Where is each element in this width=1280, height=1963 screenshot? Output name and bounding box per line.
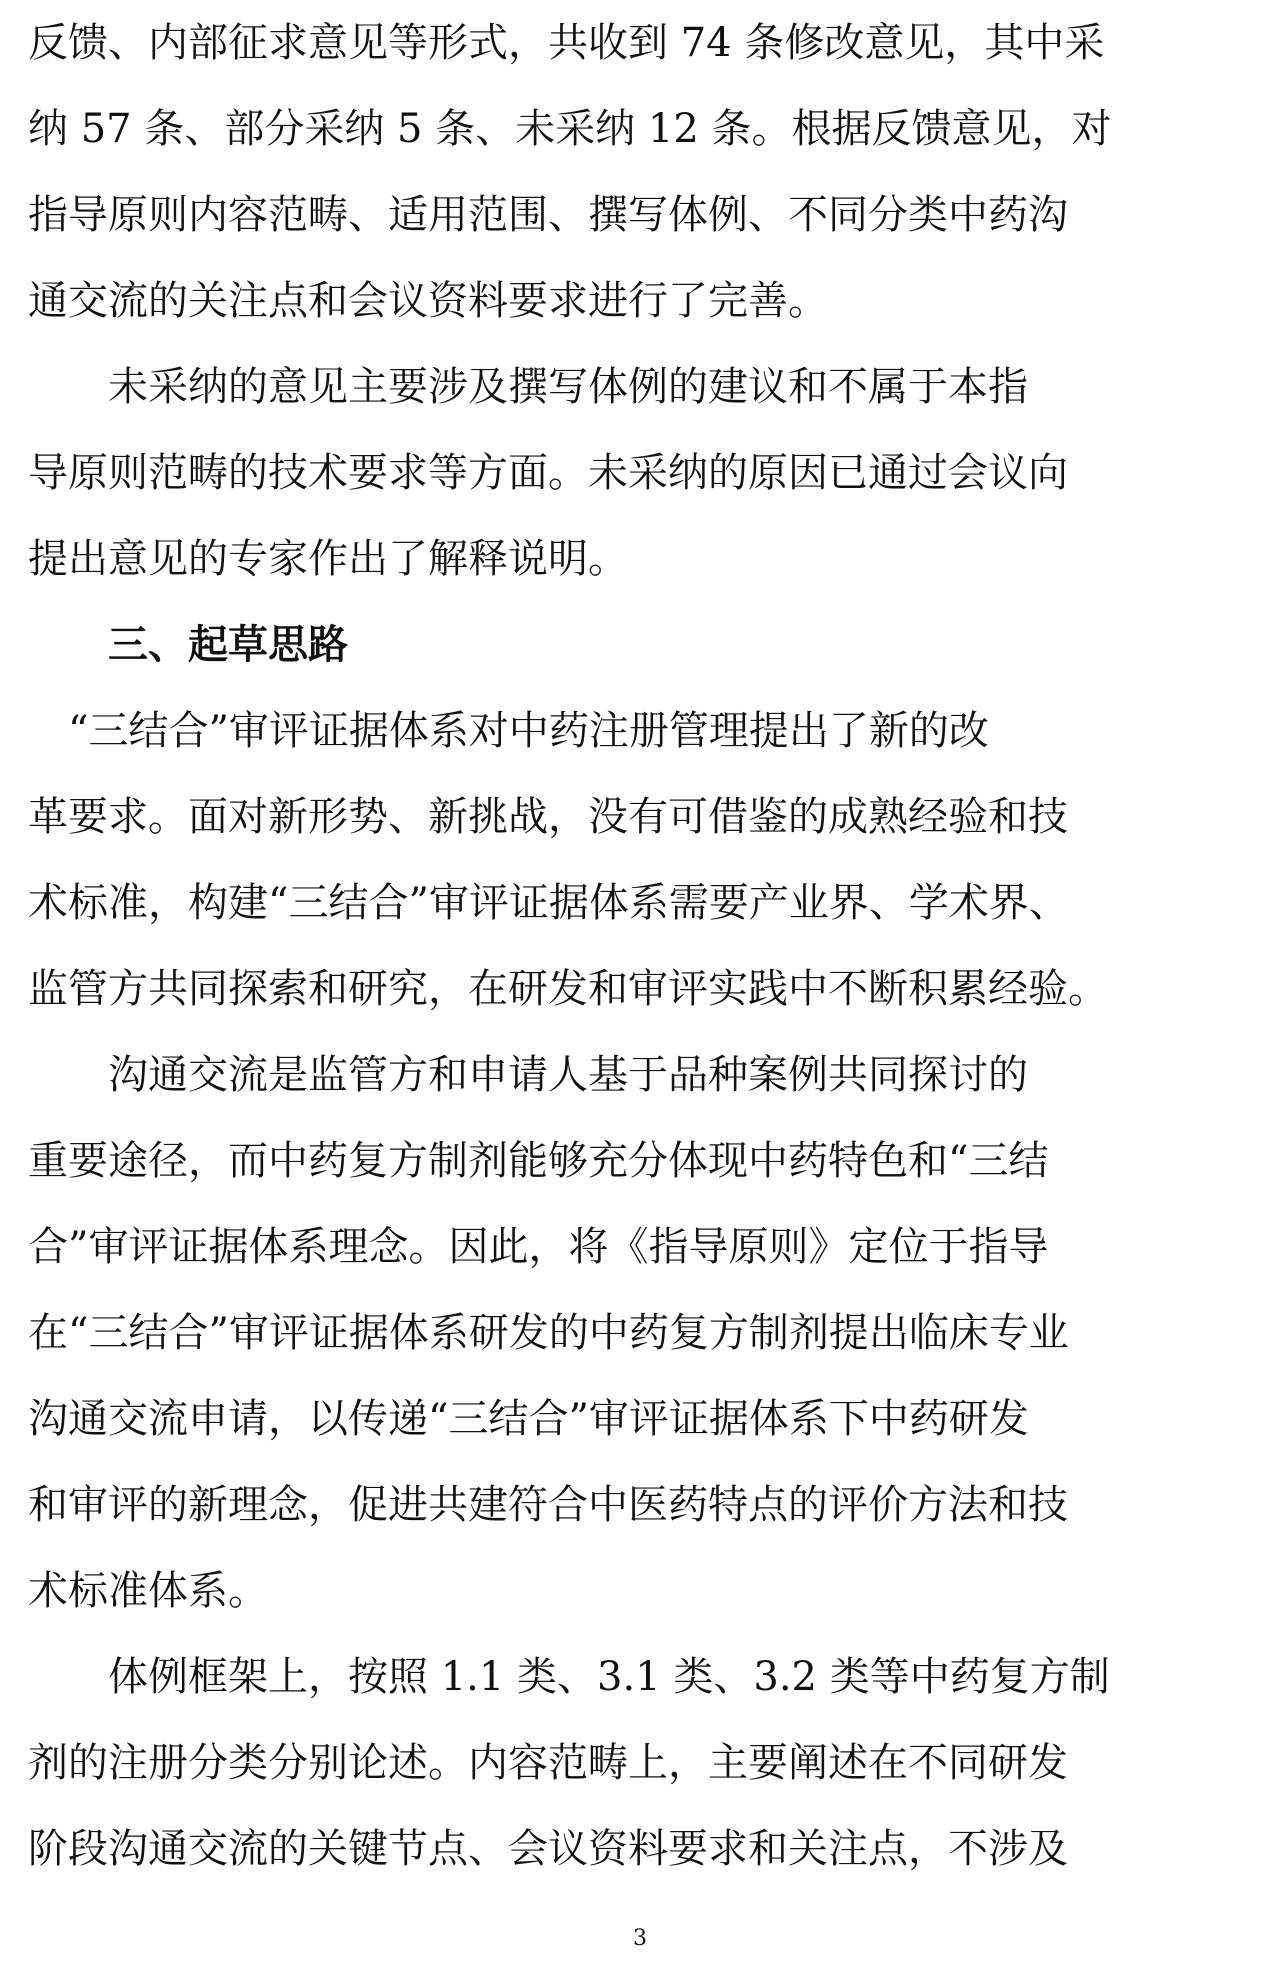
page-number: 3	[633, 1926, 647, 1951]
text-line: 剂的注册分类分别论述。内容范畴上，主要阐述在不同研发	[28, 1740, 1068, 1786]
text-line: 提出意见的专家作出了解释说明。	[28, 536, 628, 582]
text-line: 导原则范畴的技术要求等方面。未采纳的原因已通过会议向	[28, 450, 1068, 496]
section-heading: 三、起草思路	[28, 622, 348, 668]
text-line: 重要途径，而中药复方制剂能够充分体现中药特色和“三结	[28, 1138, 1049, 1184]
text-line: 沟通交流申请，以传递“三结合”审评证据体系下中药研发	[28, 1396, 1029, 1442]
text-line: 术标准，构建“三结合”审评证据体系需要产业界、学术界、	[28, 880, 1069, 926]
text-line: 监管方共同探索和研究，在研发和审评实践中不断积累经验。	[28, 966, 1108, 1012]
text-line: “三结合”审评证据体系对中药注册管理提出了新的改	[28, 708, 989, 754]
text-line: 革要求。面对新形势、新挑战，没有可借鉴的成熟经验和技	[28, 794, 1068, 840]
text-line: 合”审评证据体系理念。因此，将《指导原则》定位于指导	[28, 1224, 1049, 1270]
text-line: 和审评的新理念，促进共建符合中医药特点的评价方法和技	[28, 1482, 1068, 1528]
text-line: 沟通交流是监管方和申请人基于品种案例共同探讨的	[28, 1052, 1028, 1098]
document-body	[28, 0, 1152, 1892]
text-line: 反馈、内部征求意见等形式，共收到 74 条修改意见，其中采	[28, 20, 1105, 66]
text-line: 指导原则内容范畴、适用范围、撰写体例、不同分类中药沟	[28, 192, 1068, 238]
text-line: 术标准体系。	[28, 1568, 268, 1614]
text-line: 体例框架上，按照 1.1 类、3.1 类、3.2 类等中药复方制	[28, 1654, 1110, 1700]
text-line: 在“三结合”审评证据体系研发的中药复方制剂提出临床专业	[28, 1310, 1069, 1356]
text-line: 纳 57 条、部分采纳 5 条、未采纳 12 条。根据反馈意见，对	[28, 106, 1112, 152]
text-line: 通交流的关注点和会议资料要求进行了完善。	[28, 278, 828, 324]
text-line: 未采纳的意见主要涉及撰写体例的建议和不属于本指	[28, 364, 1028, 410]
text-line: 阶段沟通交流的关键节点、会议资料要求和关注点，不涉及	[28, 1826, 1068, 1872]
